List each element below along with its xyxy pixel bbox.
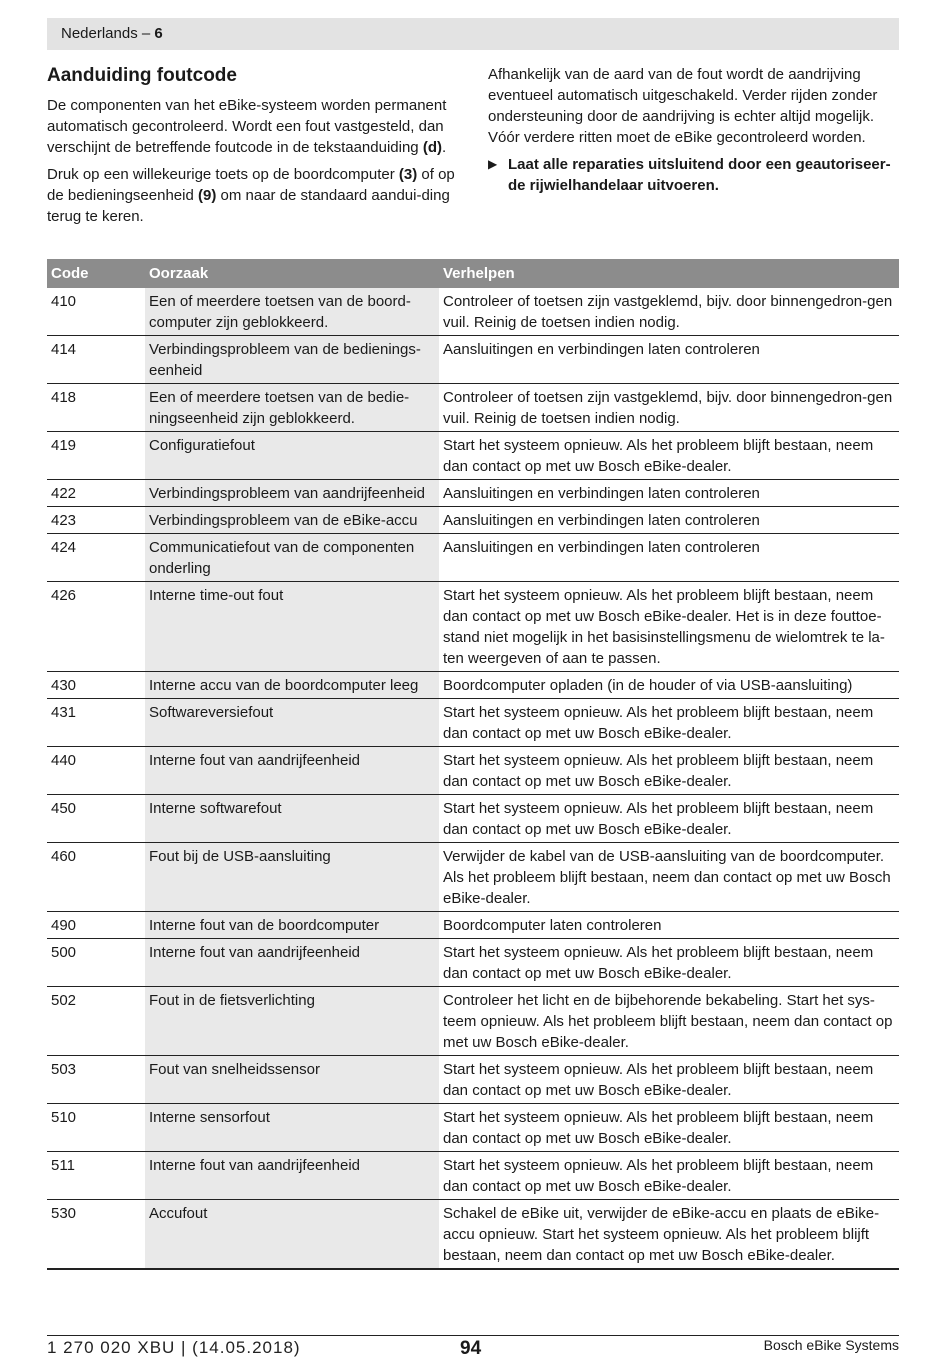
- intro-paragraph: [47, 95, 457, 158]
- table-row: [47, 1152, 899, 1200]
- row-cause: Interne sensorfout: [145, 1104, 439, 1152]
- row-code: 426: [47, 582, 145, 672]
- row-fix: Start het systeem opnieuw. Als het probleem blijft bestaan, neem dan contact op met uw Bosch eBike-dealer.: [439, 747, 899, 795]
- table-row: [47, 1200, 899, 1270]
- right-column: [488, 64, 899, 196]
- reset-paragraph: [47, 164, 457, 227]
- row-code: 500: [47, 939, 145, 987]
- intro-end: .: [441, 139, 447, 156]
- page-header: [47, 18, 899, 50]
- intro-text: De componenten van het eBike-systeem worden permanent automatisch gecontroleerd. Wordt een fout vastgesteld, dan verschijnt de betreffende foutcode in de tekstaanduiding: [47, 97, 447, 156]
- row-cause: Fout in de fietsverlichting: [145, 987, 439, 1056]
- table-row: [47, 912, 899, 939]
- footer-brand: Bosch eBike Systems: [763, 1337, 899, 1353]
- repair-bullet-text: Laat alle reparaties uitsluitend door een geautoriseer-de rijwielhandelaar uitvoeren.: [508, 156, 891, 194]
- table-row: [47, 795, 899, 843]
- shutdown-paragraph: Afhankelijk van de aard van de fout wordt de aandrijving eventueel automatisch uitgeschakeld. Verder rijden zonder ondersteuning door de aandrijving is echter altijd mogelijk. Vóór verdere ritten moet de eBike gecontroleerd worden.: [488, 66, 878, 146]
- row-fix: Start het systeem opnieuw. Als het probleem blijft bestaan, neem dan contact op met uw Bosch eBike-dealer.: [439, 699, 899, 747]
- row-fix: Start het systeem opnieuw. Als het probleem blijft bestaan, neem dan contact op met uw Bosch eBike-dealer.: [439, 939, 899, 987]
- row-cause: Communicatiefout van de componenten onderling: [145, 534, 439, 582]
- table-row: [47, 582, 899, 672]
- row-cause: Verbindingsprobleem van aandrijfeenheid: [145, 480, 439, 507]
- header-page-number: 6: [154, 25, 163, 42]
- row-cause: Een of meerdere toetsen van de bedie-ningseenheid zijn geblokkeerd.: [145, 384, 439, 432]
- header-fix: Verhelpen: [439, 259, 899, 288]
- row-code: 431: [47, 699, 145, 747]
- row-code: 502: [47, 987, 145, 1056]
- table-row: [47, 1104, 899, 1152]
- row-code: 511: [47, 1152, 145, 1200]
- row-fix: Start het systeem opnieuw. Als het probleem blijft bestaan, neem dan contact op met uw Bosch eBike-dealer. Het is in deze fouttoe-stand niet mogelijk in het basisinstellingsmenu de wielomtrek te la-ten weergeven of aan te passen.: [439, 582, 899, 672]
- header-code: Code: [47, 259, 145, 288]
- footer-divider: [47, 1335, 899, 1336]
- row-fix: Start het systeem opnieuw. Als het probleem blijft bestaan, neem dan contact op met uw Bosch eBike-dealer.: [439, 1056, 899, 1104]
- table-header-row: [47, 259, 899, 288]
- row-fix: Schakel de eBike uit, verwijder de eBike-accu en plaats de eBike-accu opnieuw. Start het systeem opnieuw. Als het probleem blijft bestaan, neem dan contact op met uw Bosch eBike-dealer.: [439, 1200, 899, 1270]
- table-row: [47, 987, 899, 1056]
- table-row: [47, 939, 899, 987]
- intro-ref-d: (d): [422, 139, 442, 156]
- repair-bullet: [488, 154, 899, 196]
- row-code: 440: [47, 747, 145, 795]
- row-code: 490: [47, 912, 145, 939]
- table-row: [47, 480, 899, 507]
- row-cause: Fout bij de USB-aansluiting: [145, 843, 439, 912]
- row-cause: Interne fout van aandrijfeenheid: [145, 747, 439, 795]
- row-cause: Interne fout van aandrijfeenheid: [145, 1152, 439, 1200]
- row-cause: Interne time-out fout: [145, 582, 439, 672]
- row-cause: Accufout: [145, 1200, 439, 1270]
- table-row: [47, 432, 899, 480]
- reset-text-a: Druk op een willekeurige toets op de boordcomputer: [47, 166, 395, 183]
- reset-text-b: of op de bedieningseenheid: [47, 166, 455, 204]
- table-row: [47, 747, 899, 795]
- header-cause: Oorzaak: [145, 259, 439, 288]
- table-row: [47, 699, 899, 747]
- reset-ref-9: (9): [197, 187, 217, 204]
- error-code-table: [47, 259, 899, 1270]
- row-cause: Interne fout van de boordcomputer: [145, 912, 439, 939]
- row-code: 530: [47, 1200, 145, 1270]
- row-cause: Interne fout van aandrijfeenheid: [145, 939, 439, 987]
- row-code: 410: [47, 288, 145, 336]
- row-code: 450: [47, 795, 145, 843]
- row-fix: Start het systeem opnieuw. Als het probleem blijft bestaan, neem dan contact op met uw Bosch eBike-dealer.: [439, 1152, 899, 1200]
- row-fix: Controleer of toetsen zijn vastgeklemd, bijv. door binnengedron-gen vuil. Reinig de toetsen indien nodig.: [439, 288, 899, 336]
- row-fix: Controleer of toetsen zijn vastgeklemd, bijv. door binnengedron-gen vuil. Reinig de toetsen indien nodig.: [439, 384, 899, 432]
- row-cause: Verbindingsprobleem van de eBike-accu: [145, 507, 439, 534]
- row-fix: Verwijder de kabel van de USB-aansluiting van de boordcomputer. Als het probleem blijft bestaan, neem dan contact op met uw Bosch eBike-dealer.: [439, 843, 899, 912]
- section-title: Aanduiding foutcode: [47, 65, 237, 86]
- row-code: 418: [47, 384, 145, 432]
- table-row: [47, 288, 899, 336]
- table-row: [47, 534, 899, 582]
- row-cause: Interne accu van de boordcomputer leeg: [145, 672, 439, 699]
- row-fix: Boordcomputer laten controleren: [439, 912, 899, 939]
- row-code: 423: [47, 507, 145, 534]
- header-language: Nederlands –: [61, 25, 151, 42]
- row-fix: Aansluitingen en verbindingen laten controleren: [439, 534, 899, 582]
- row-fix: Start het systeem opnieuw. Als het probleem blijft bestaan, neem dan contact op met uw Bosch eBike-dealer.: [439, 795, 899, 843]
- row-cause: Fout van snelheidssensor: [145, 1056, 439, 1104]
- reset-ref-3: (3): [398, 166, 418, 183]
- footer-doc-code: 1 270 020 XBU | (14.05.2018): [47, 1338, 301, 1357]
- table-row: [47, 336, 899, 384]
- row-cause: Verbindingsprobleem van de bedienings-eenheid: [145, 336, 439, 384]
- row-cause: Softwareversiefout: [145, 699, 439, 747]
- row-code: 460: [47, 843, 145, 912]
- table-row: [47, 672, 899, 699]
- row-code: 430: [47, 672, 145, 699]
- row-fix: Aansluitingen en verbindingen laten controleren: [439, 336, 899, 384]
- table-row: [47, 843, 899, 912]
- row-code: 419: [47, 432, 145, 480]
- row-code: 510: [47, 1104, 145, 1152]
- table-row: [47, 507, 899, 534]
- row-fix: Aansluitingen en verbindingen laten controleren: [439, 480, 899, 507]
- row-cause: Configuratiefout: [145, 432, 439, 480]
- row-fix: Aansluitingen en verbindingen laten controleren: [439, 507, 899, 534]
- row-code: 424: [47, 534, 145, 582]
- table-row: [47, 384, 899, 432]
- row-cause: Interne softwarefout: [145, 795, 439, 843]
- table-row: [47, 1056, 899, 1104]
- left-column: [47, 64, 457, 233]
- row-fix: Controleer het licht en de bijbehorende bekabeling. Start het sys-teem opnieuw. Als het probleem blijft bestaan, neem dan contact op met uw Bosch eBike-dealer.: [439, 987, 899, 1056]
- row-code: 503: [47, 1056, 145, 1104]
- row-code: 422: [47, 480, 145, 507]
- row-fix: Start het systeem opnieuw. Als het probleem blijft bestaan, neem dan contact op met uw Bosch eBike-dealer.: [439, 1104, 899, 1152]
- row-cause: Een of meerdere toetsen van de boord-computer zijn geblokkeerd.: [145, 288, 439, 336]
- table-body: [47, 288, 899, 1269]
- row-code: 414: [47, 336, 145, 384]
- row-fix: Start het systeem opnieuw. Als het probleem blijft bestaan, neem dan contact op met uw Bosch eBike-dealer.: [439, 432, 899, 480]
- row-fix: Boordcomputer opladen (in de houder of via USB-aansluiting): [439, 672, 899, 699]
- bullet-arrow-icon: ▶: [488, 157, 498, 171]
- reset-text-c: om naar de standaard aandui-ding terug te keren.: [47, 187, 450, 225]
- footer-page-number: 94: [460, 1338, 482, 1359]
